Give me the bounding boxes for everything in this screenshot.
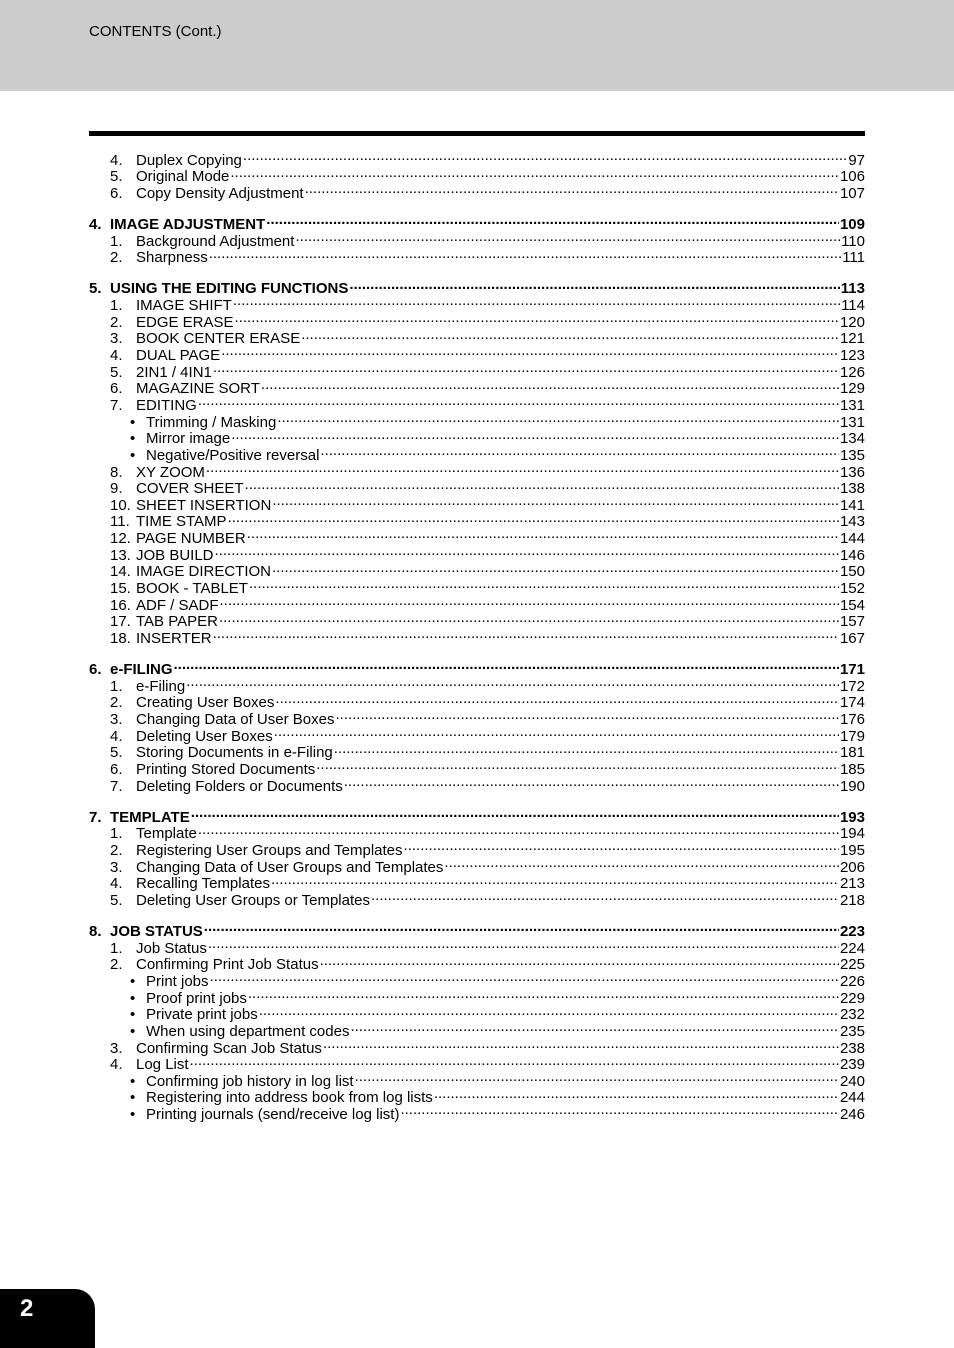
toc-entry-title: TIME STAMP [136,513,227,531]
dot-leader [249,576,839,593]
dot-leader [404,838,839,855]
toc-entry-number: 5. [110,363,123,381]
toc-section[interactable] [89,936,865,957]
dot-leader [186,674,839,691]
toc-entry-number: • [130,1022,136,1040]
toc-entry-title: ADF / SADF [136,596,219,614]
toc-entry-page: 129 [839,380,865,398]
dot-leader [213,626,839,643]
page-number-tab [0,1289,95,1348]
dot-leader [400,1102,839,1119]
toc-section[interactable] [89,1053,865,1074]
toc-entry-page: 213 [839,875,865,893]
toc-entry-page: 131 [839,413,865,431]
toc-entry-number: 2. [110,313,123,331]
toc-entry-page: 218 [839,891,865,909]
toc-entry-page: 195 [839,841,865,859]
toc-entry-page: 229 [839,989,865,1007]
toc-entry-page: 190 [839,777,865,795]
dot-leader [243,148,847,165]
toc-entry-number: 4. [110,151,123,169]
dot-leader [198,393,839,410]
toc-entry-title: IMAGE SHIFT [136,297,232,315]
toc-entry-title: SHEET INSERTION [136,496,272,514]
toc-entry-number: 1. [110,939,123,957]
toc-entry-number: • [130,1089,136,1107]
toc-entry-number: • [130,430,136,448]
toc-entry-number: 5. [110,168,123,186]
toc-entry-title: EDITING [136,396,197,414]
toc-entry-title: Confirming job history in log list [146,1072,354,1090]
toc-entry-page: 146 [839,546,865,564]
toc-entry-page: 226 [839,972,865,990]
toc-entry-page: 232 [839,1006,865,1024]
toc-entry-page: 157 [839,613,865,631]
toc-entry-title: Changing Data of User Groups and Templates [136,858,444,876]
dot-leader [174,657,839,674]
toc-chapter[interactable] [89,805,865,826]
toc-entry-title: INSERTER [136,629,212,647]
toc-entry-page: 193 [839,808,865,826]
header-title: CONTENTS (Cont.) [89,23,222,40]
dot-leader [271,872,839,889]
toc-entry-page: 123 [839,347,865,365]
dot-leader [213,360,839,377]
toc-entry-page: 225 [839,956,865,974]
toc-entry-title: XY ZOOM [136,463,205,481]
toc-entry-number: 3. [110,711,123,728]
toc-entry-title: BOOK - TABLET [136,580,248,598]
dot-leader [274,724,839,741]
toc-entry-title: COVER SHEET [136,480,244,498]
toc-chapter[interactable] [89,919,865,941]
toc-entry-title: MAGAZINE SORT [136,380,260,398]
toc-entry-title: Duplex Copying [136,151,242,169]
toc-entry-number: • [130,972,136,990]
toc-entry-title: TEMPLATE [110,808,190,826]
dot-leader [320,953,839,970]
toc-entry-number: 5. [89,280,102,298]
toc-entry-title: BOOK CENTER ERASE [136,330,301,348]
toc-entry-number: 9. [110,480,123,498]
toc-chapter[interactable] [89,657,865,679]
toc-entry-title: Deleting User Boxes [136,727,273,745]
toc-entry-title: DUAL PAGE [136,347,221,365]
dot-leader [190,1053,839,1070]
dot-leader [221,343,839,360]
toc-entry-title: Storing Documents in e-Filing [136,744,333,762]
toc-entry-title: Mirror image [146,430,231,448]
toc-entry-page: 135 [839,446,865,464]
toc-section[interactable] [89,393,865,414]
toc-section[interactable] [89,148,865,169]
dot-leader [231,427,839,444]
toc-entry-page: 206 [839,858,865,876]
toc-entry-number: 1. [110,232,123,250]
toc-section[interactable] [89,477,865,498]
toc-entry-number: 6. [89,661,102,679]
toc-chapter[interactable] [89,212,865,234]
toc-entry-page: 144 [839,530,865,548]
toc-entry-title: Printing Stored Documents [136,760,316,778]
toc-entry-number: 1. [110,825,123,843]
toc-entry-number: 6. [110,184,123,202]
toc-entry-title: e-FILING [110,661,173,679]
dot-leader [245,477,839,494]
toc-entry-title: Creating User Boxes [136,694,275,712]
toc-entry-title: Template [136,825,197,843]
toc-entry-number: 14. [110,563,131,581]
toc-entry-title: Deleting User Groups or Templates [136,891,370,909]
dot-leader [219,610,839,627]
toc-entry-number: 16. [110,596,131,614]
dot-leader [247,526,839,543]
toc-section[interactable] [89,674,865,695]
toc-entry-page: 141 [839,496,865,514]
toc-entry-title: Changing Data of User Boxes [136,711,335,728]
toc-entry-page: 171 [839,661,865,679]
table-of-contents [89,148,865,1124]
toc-section[interactable] [89,838,865,859]
toc-entry-page: 154 [839,596,865,614]
toc-entry-number: 5. [110,891,123,909]
toc-entry-number: 8. [89,923,102,941]
toc-section[interactable] [89,691,865,712]
toc-entry-page: 131 [839,396,865,414]
toc-entry-number: 3. [110,1039,123,1057]
toc-entry-page: 194 [839,825,865,843]
dot-leader [277,410,839,427]
dot-leader [206,460,839,477]
dot-leader [323,1036,839,1053]
toc-entry-number: 12. [110,530,131,548]
toc-entry-page: 172 [839,677,865,695]
toc-entry-title: PAGE NUMBER [136,530,246,548]
toc-entry-page: 223 [839,923,865,941]
toc-entry-page: 174 [839,694,865,712]
toc-subsection[interactable] [89,1069,865,1090]
toc-entry-title: IMAGE ADJUSTMENT [110,216,266,234]
toc-entry-number: 5. [110,744,123,762]
toc-entry-title: Registering into address book from log lists [146,1089,433,1107]
dot-leader [191,805,839,822]
toc-entry-title: JOB STATUS [110,923,203,941]
toc-entry-number: • [130,446,136,464]
toc-entry-page: 238 [839,1039,865,1057]
toc-entry-number: 3. [110,858,123,876]
dot-leader [344,774,839,791]
toc-entry-title: USING THE EDITING FUNCTIONS [110,280,349,298]
toc-entry-title: Confirming Print Job Status [136,956,319,974]
toc-entry-number: 4. [110,727,123,745]
dot-leader [350,1019,839,1036]
dot-leader [349,277,839,294]
toc-entry-number: 1. [110,677,123,695]
toc-entry-page: 106 [839,168,865,186]
toc-entry-number: • [130,1072,136,1090]
toc-entry-number: 17. [110,613,131,631]
dot-leader [335,707,839,724]
toc-entry-title: Registering User Groups and Templates [136,841,403,859]
toc-entry-title: Sharpness [136,249,208,267]
toc-entry-title: Log List [136,1056,189,1074]
dot-leader [215,543,839,560]
dot-leader [266,212,839,229]
toc-entry-title: 2IN1 / 4IN1 [136,363,212,381]
dot-leader [204,919,839,936]
toc-entry-page: 136 [839,463,865,481]
toc-entry-title: Private print jobs [146,1006,258,1024]
toc-entry-number: • [130,989,136,1007]
toc-entry-title: Trimming / Masking [146,413,277,431]
toc-entry-number: 10. [110,496,131,514]
toc-entry-page: 185 [839,760,865,778]
toc-entry-page: 110 [841,232,865,250]
toc-entry-title: Recalling Templates [136,875,270,893]
dot-leader [259,1003,839,1020]
dot-leader [220,593,839,610]
toc-entry-page: 176 [839,711,865,728]
dot-leader [334,741,839,758]
toc-entry-title: Copy Density Adjustment [136,184,304,202]
toc-entry-title: TAB PAPER [136,613,218,631]
toc-entry-page: 109 [839,216,865,234]
dot-leader [301,327,839,344]
toc-entry-title: Job Status [136,939,207,957]
header-band [0,0,954,91]
toc-entry-number: 2. [110,694,123,712]
toc-entry-number: • [130,1106,136,1124]
toc-entry-number: 18. [110,629,131,647]
toc-entry-title: When using department codes [146,1022,350,1040]
toc-entry-page: 224 [839,939,865,957]
toc-entry-page: 138 [839,480,865,498]
toc-entry-page: 181 [839,744,865,762]
toc-entry-number: 1. [110,297,123,315]
toc-entry-title: JOB BUILD [136,546,214,564]
toc-entry-title: EDGE ERASE [136,313,234,331]
toc-entry-page: 239 [839,1056,865,1074]
dot-leader [295,229,840,246]
toc-entry-number: 2. [110,249,123,267]
toc-entry-page: 152 [839,580,865,598]
toc-entry-page: 120 [839,313,865,331]
toc-entry-number: 15. [110,580,131,598]
toc-entry-number: 7. [110,396,123,414]
toc-entry-title: IMAGE DIRECTION [136,563,272,581]
dot-leader [355,1069,839,1086]
toc-entry-number: • [130,1006,136,1024]
dot-leader [272,493,839,510]
toc-entry-page: 113 [840,280,865,298]
toc-entry-page: 126 [839,363,865,381]
toc-entry-title: Proof print jobs [146,989,247,1007]
dot-leader [210,969,839,986]
toc-entry-page: 150 [839,563,865,581]
toc-entry-number: 2. [110,841,123,859]
dot-leader [208,936,839,953]
toc-entry-page: 121 [839,330,865,348]
dot-leader [261,377,839,394]
toc-entry-number: 4. [110,875,123,893]
toc-entry-number: 6. [110,380,123,398]
header-rule [89,131,865,136]
dot-leader [248,986,839,1003]
page-number: 2 [20,1295,34,1322]
toc-entry-number: 7. [89,808,102,826]
toc-entry-page: 97 [848,151,865,169]
dot-leader [230,165,839,182]
toc-entry-title: e-Filing [136,677,186,695]
toc-entry-title: Print jobs [146,972,209,990]
toc-entry-number: 13. [110,546,131,564]
toc-entry-title: Negative/Positive reversal [146,446,320,464]
toc-entry-page: 179 [839,727,865,745]
toc-entry-title: Deleting Folders or Documents [136,777,343,795]
toc-entry-page: 246 [839,1106,865,1124]
toc-entry-page: 235 [839,1022,865,1040]
toc-entry-title: Background Adjustment [136,232,295,250]
toc-entry-page: 143 [839,513,865,531]
toc-entry-number: 4. [110,1056,123,1074]
toc-entry-page: 167 [839,629,865,647]
toc-entry-number: 2. [110,956,123,974]
toc-entry-page: 114 [841,297,865,315]
dot-leader [275,691,839,708]
toc-entry-title: Confirming Scan Job Status [136,1039,322,1057]
toc-entry-number: • [130,413,136,431]
dot-leader [198,822,839,839]
toc-entry-number: 3. [110,330,123,348]
toc-entry-number: 6. [110,760,123,778]
toc-entry-title: Original Mode [136,168,230,186]
toc-entry-page: 134 [839,430,865,448]
toc-entry-page: 111 [842,249,865,267]
toc-entry-number: 11. [110,513,130,531]
toc-section[interactable] [89,822,865,843]
toc-entry-page: 244 [839,1089,865,1107]
toc-entry-number: 8. [110,463,123,481]
dot-leader [272,560,839,577]
dot-leader [235,310,839,327]
toc-subsection[interactable] [89,410,865,431]
toc-chapter[interactable] [89,277,865,298]
dot-leader [444,855,839,872]
toc-entry-number: 4. [89,216,102,234]
dot-leader [228,510,839,527]
toc-entry-number: 4. [110,347,123,365]
dot-leader [316,757,839,774]
dot-leader [209,246,841,263]
dot-leader [305,181,839,198]
dot-leader [371,888,839,905]
dot-leader [233,293,840,310]
dot-leader [320,443,839,460]
toc-entry-title: Printing journals (send/receive log list) [146,1106,400,1124]
toc-entry-page: 240 [839,1072,865,1090]
toc-entry-page: 107 [839,184,865,202]
toc-section[interactable] [89,460,865,481]
toc-entry-number: 7. [110,777,123,795]
dot-leader [434,1086,839,1103]
